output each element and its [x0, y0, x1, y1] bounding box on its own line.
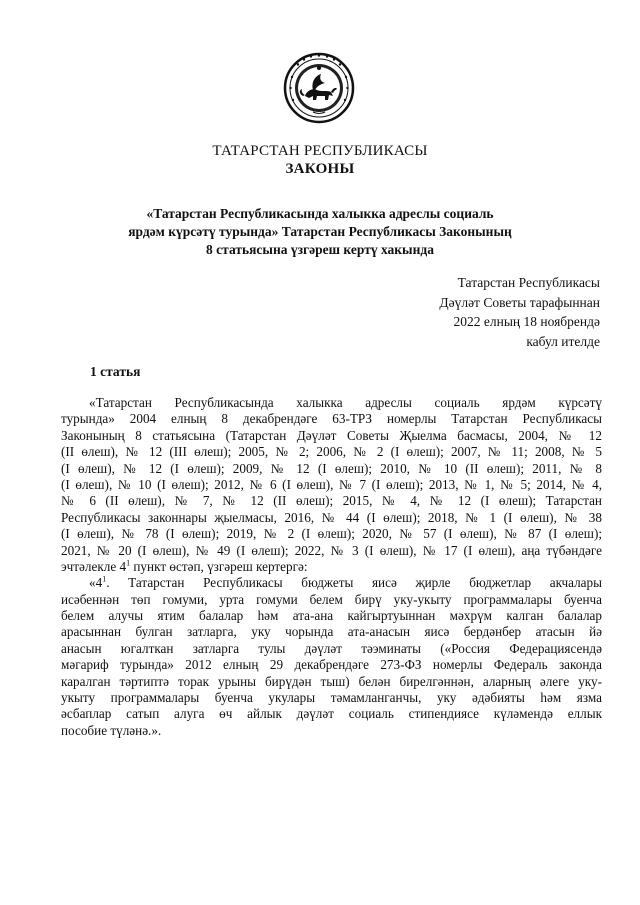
paragraph-line: белем алучы ятим балалар һәм ата-ана кайгыртуыннан мәхрүм калган балалар	[61, 608, 602, 624]
article-heading: 1 статья	[90, 364, 141, 379]
paragraph-line: (I өлеш), № 10 (I өлеш); 2012, № 6 (I өлеш), № 7 (I өлеш); 2013, № 1, № 5; 2014, № 4,	[61, 476, 602, 492]
adoption-note	[439, 273, 600, 351]
superscript: 1	[102, 574, 107, 584]
adoption-line: кабул ителде	[526, 333, 600, 349]
text-fragment: . Татарстан Республикасы бюджеты яисә җирле бюджетлар акчалары	[106, 575, 602, 591]
law-title-line: ярдәм күрсәтү турында» Татарстан Республикасы Законының	[128, 224, 512, 239]
text-fragment: эчтәлекле 4	[61, 558, 127, 574]
paragraph-line: каралган тәртиптә торак урыны бирүдән тыш) белән бирелгәннән, аларның әлеге уку-	[61, 673, 602, 689]
adoption-line: Татарстан Республикасы	[457, 275, 600, 290]
paragraph-line: турында» 2004 елның 8 декабрендәге 63-ТРЗ номерлы Татарстан Республикасы	[61, 411, 602, 427]
paragraph-line: әсбаплар сатып алуга өч айлык дәүләт социаль стипендиясе күләмендә еллык	[61, 706, 602, 722]
paragraph-line: укыту программалары буенча укулары тәмамланганчы, уку әдәбияты һәм язма	[61, 690, 602, 706]
paragraph-line: (I өлеш), № 78 (I өлеш); 2019, № 2 (I өлеш); 2020, № 57 (I өлеш), № 87 (I өлеш);	[61, 526, 602, 542]
paragraph-line: исәбеннән төп гомуми, урта гомуми белем бирү уку-укыту программалары буенча	[61, 591, 602, 607]
adoption-line: 2022 елның 18 ноябрендә	[453, 314, 600, 329]
text-fragment: пункт өстәп, үзгәреш кертергә:	[130, 558, 308, 574]
text-fragment: «4	[89, 575, 103, 591]
paragraph-line: Законының 8 статьясына (Татарстан Дәүләт Советы Җыелма басмасы, 2004, № 12	[61, 427, 602, 443]
paragraph-line: № 6 (II өлеш), № 7, № 12 (II өлеш); 2015, № 4, № 12 (I өлеш); Татарстан	[61, 493, 602, 509]
paragraph-line: анасын югалткан затларга тулы дәүләт тәэминаты («Россия Федерациясендә	[61, 640, 602, 656]
law-title-line: 8 статьясына үзгәреш кертү хакында	[206, 242, 434, 257]
paragraph-line: «Татарстан Республикасында халыкка адреслы социаль ярдәм күрсәтү	[89, 395, 602, 410]
paragraph-line: (II өлеш), № 12 (III өлеш); 2005, № 2; 2006, № 2 (I өлеш); 2007, № 11; 2008, № 5	[61, 444, 602, 460]
paragraph-line: арасыннан булган затларга, уку чорында ата-анасын яисә бердәнбер атасын йә	[61, 624, 602, 640]
law-title	[0, 205, 640, 259]
adoption-line: Дәүләт Советы тарафыннан	[439, 294, 600, 310]
republic-name: ТАТАРСТАН РЕСПУБЛИКАСЫ	[212, 143, 428, 159]
paragraph-line: мәгариф турында» 2012 елның 29 декабрендәге 273-ФЗ номерлы Федераль законда	[61, 657, 602, 673]
paragraph-line: (I өлеш), № 12 (I өлеш); 2009, № 12 (I өлеш); 2010, № 10 (II өлеш); 2011, № 8	[61, 460, 602, 476]
paragraph-line	[61, 575, 602, 591]
paragraph-line: пособие түләнә.».	[61, 722, 162, 738]
paragraph-line: 2021, № 20 (I өлеш), № 49 (I өлеш); 2022, № 3 (I өлеш), № 17 (I өлеш), аңа түбәндәге	[61, 542, 602, 558]
law-title-line: «Татарстан Республикасында халыкка адреслы социаль	[146, 206, 494, 221]
superscript: 1	[126, 558, 131, 568]
article-body	[61, 395, 602, 739]
tatarstan-coat-of-arms-icon	[283, 52, 355, 124]
paragraph-line: Республикасы законнары җыелмасы, 2016, № 44 (I өлеш); 2018, № 1 (I өлеш), № 38	[61, 509, 602, 525]
document-type: ЗАКОНЫ	[285, 161, 355, 177]
paragraph-line	[61, 559, 602, 575]
